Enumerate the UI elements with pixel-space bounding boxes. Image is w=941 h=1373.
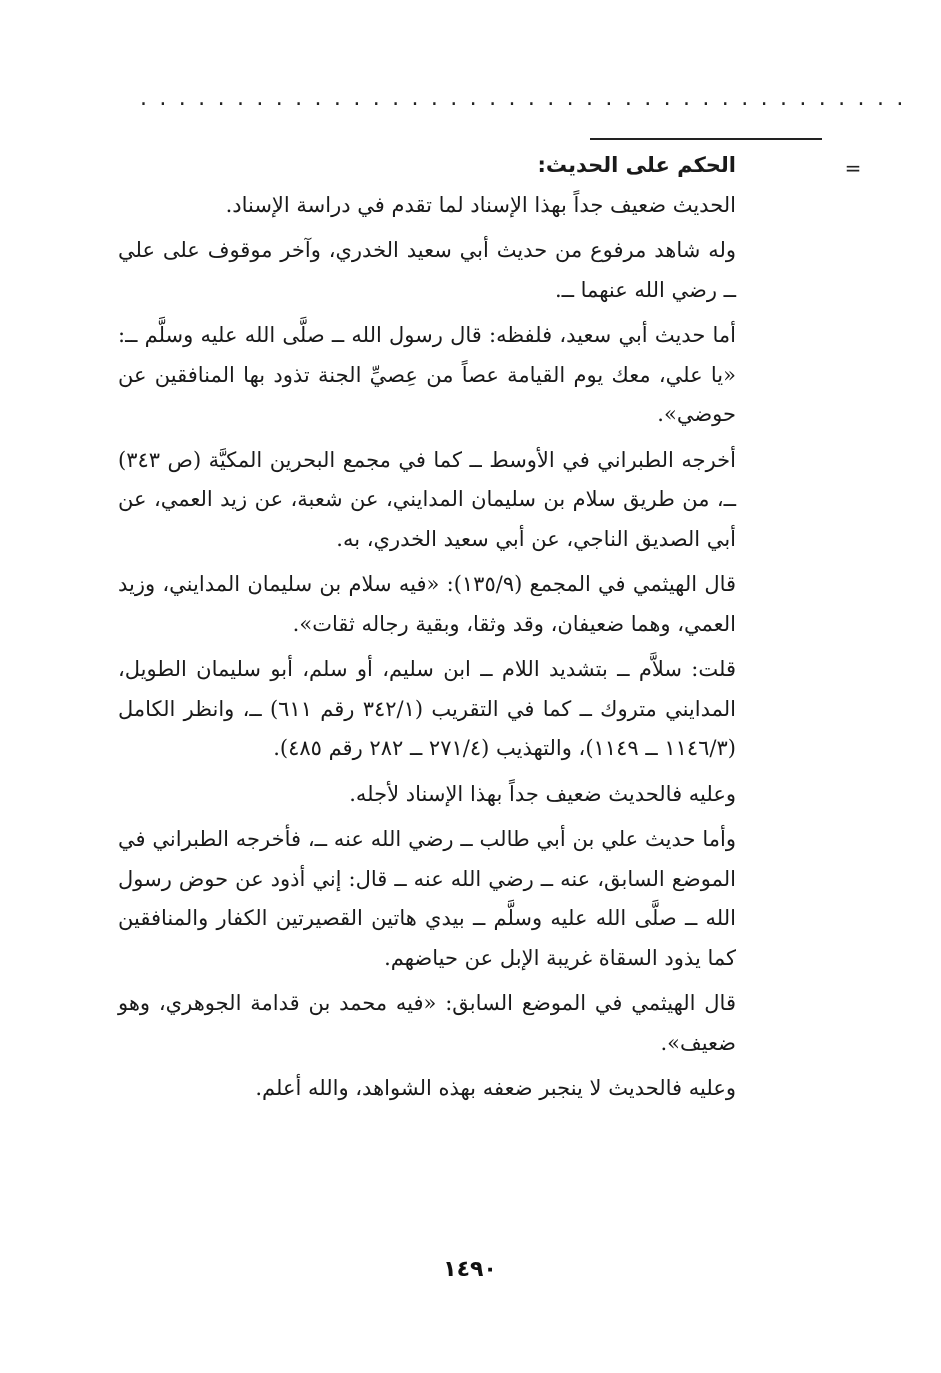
section-heading: الحكم على الحديث:: [537, 153, 736, 177]
paragraph-10: وعليه فالحديث لا ينجبر ضعفه بهذه الشواهد، والله أعلم.: [255, 1076, 736, 1100]
paragraph-7: وعليه فالحديث ضعيف جداً بهذا الإسناد لأجله.: [349, 781, 736, 806]
paragraph-9: قال الهيثمي في الموضع السابق: «فيه محمد بن قدامة الجوهري، وهو ضعيف».: [118, 991, 736, 1055]
dotted-separator: ........................................: [140, 86, 916, 111]
paragraph-6: قلت: سلاَّم ــ بتشديد اللام ــ ابن سليم، أو سلم، أبو سليمان الطويل، المدايني متروك ــ كما في التقريب (٣٤٢/١ رقم ٦١١) ــ، وانظر الكامل (١١٤٦/٣ ــ ١١٤٩)، والتهذيب (٢٧١/٤ ــ ٢٨٢ رقم ٤٨٥).: [118, 657, 736, 760]
main-text: [118, 146, 736, 1113]
margin-mark: =: [844, 156, 862, 180]
paragraph-1: الحديث ضعيف جداً بهذا الإسناد لما تقدم في دراسة الإسناد.: [225, 192, 736, 217]
paragraph-4: أخرجه الطبراني في الأوسط ــ كما في مجمع البحرين المكيَّة (ص ٣٤٣) ــ، من طريق سلام بن سليمان المدايني، عن شعبة، عن زيد العمي، عن أبي الصديق الناجي، عن أبي سعيد الخدري، به.: [118, 447, 736, 551]
paragraph-8: وأما حديث علي بن أبي طالب ــ رضي الله عنه ــ، فأخرجه الطبراني في الموضع السابق، عنه ــ رضي الله عنه ــ قال: إني أذود عن حوض رسول الله ــ صلَّى الله عليه وسلَّم ــ بيدي هاتين القصيرتين الكفار والمنافقين كما يذود السقاة غريبة الإبل عن حياضهم.: [118, 827, 736, 970]
section-rule: [590, 138, 822, 140]
page-number: ١٤٩٠: [443, 1257, 497, 1282]
paragraph-5: قال الهيثمي في المجمع (١٣٥/٩): «فيه سلام بن سليمان المدايني، وزيد العمي، وهما ضعيفان، وقد وثقا، وبقية رجاله ثقات».: [118, 572, 737, 636]
paragraph-2: وله شاهد مرفوع من حديث أبي سعيد الخدري، وآخر موقوف على علي ــ رضي الله عنهما ــ.: [118, 238, 736, 302]
paragraph-3: أما حديث أبي سعيد، فلفظه: قال رسول الله ــ صلَّى الله عليه وسلَّم ــ: «يا علي، معك يوم القيامة عصاً من عِصيِّ الجنة تذود بها المنافقين عن حوضي».: [118, 323, 736, 426]
